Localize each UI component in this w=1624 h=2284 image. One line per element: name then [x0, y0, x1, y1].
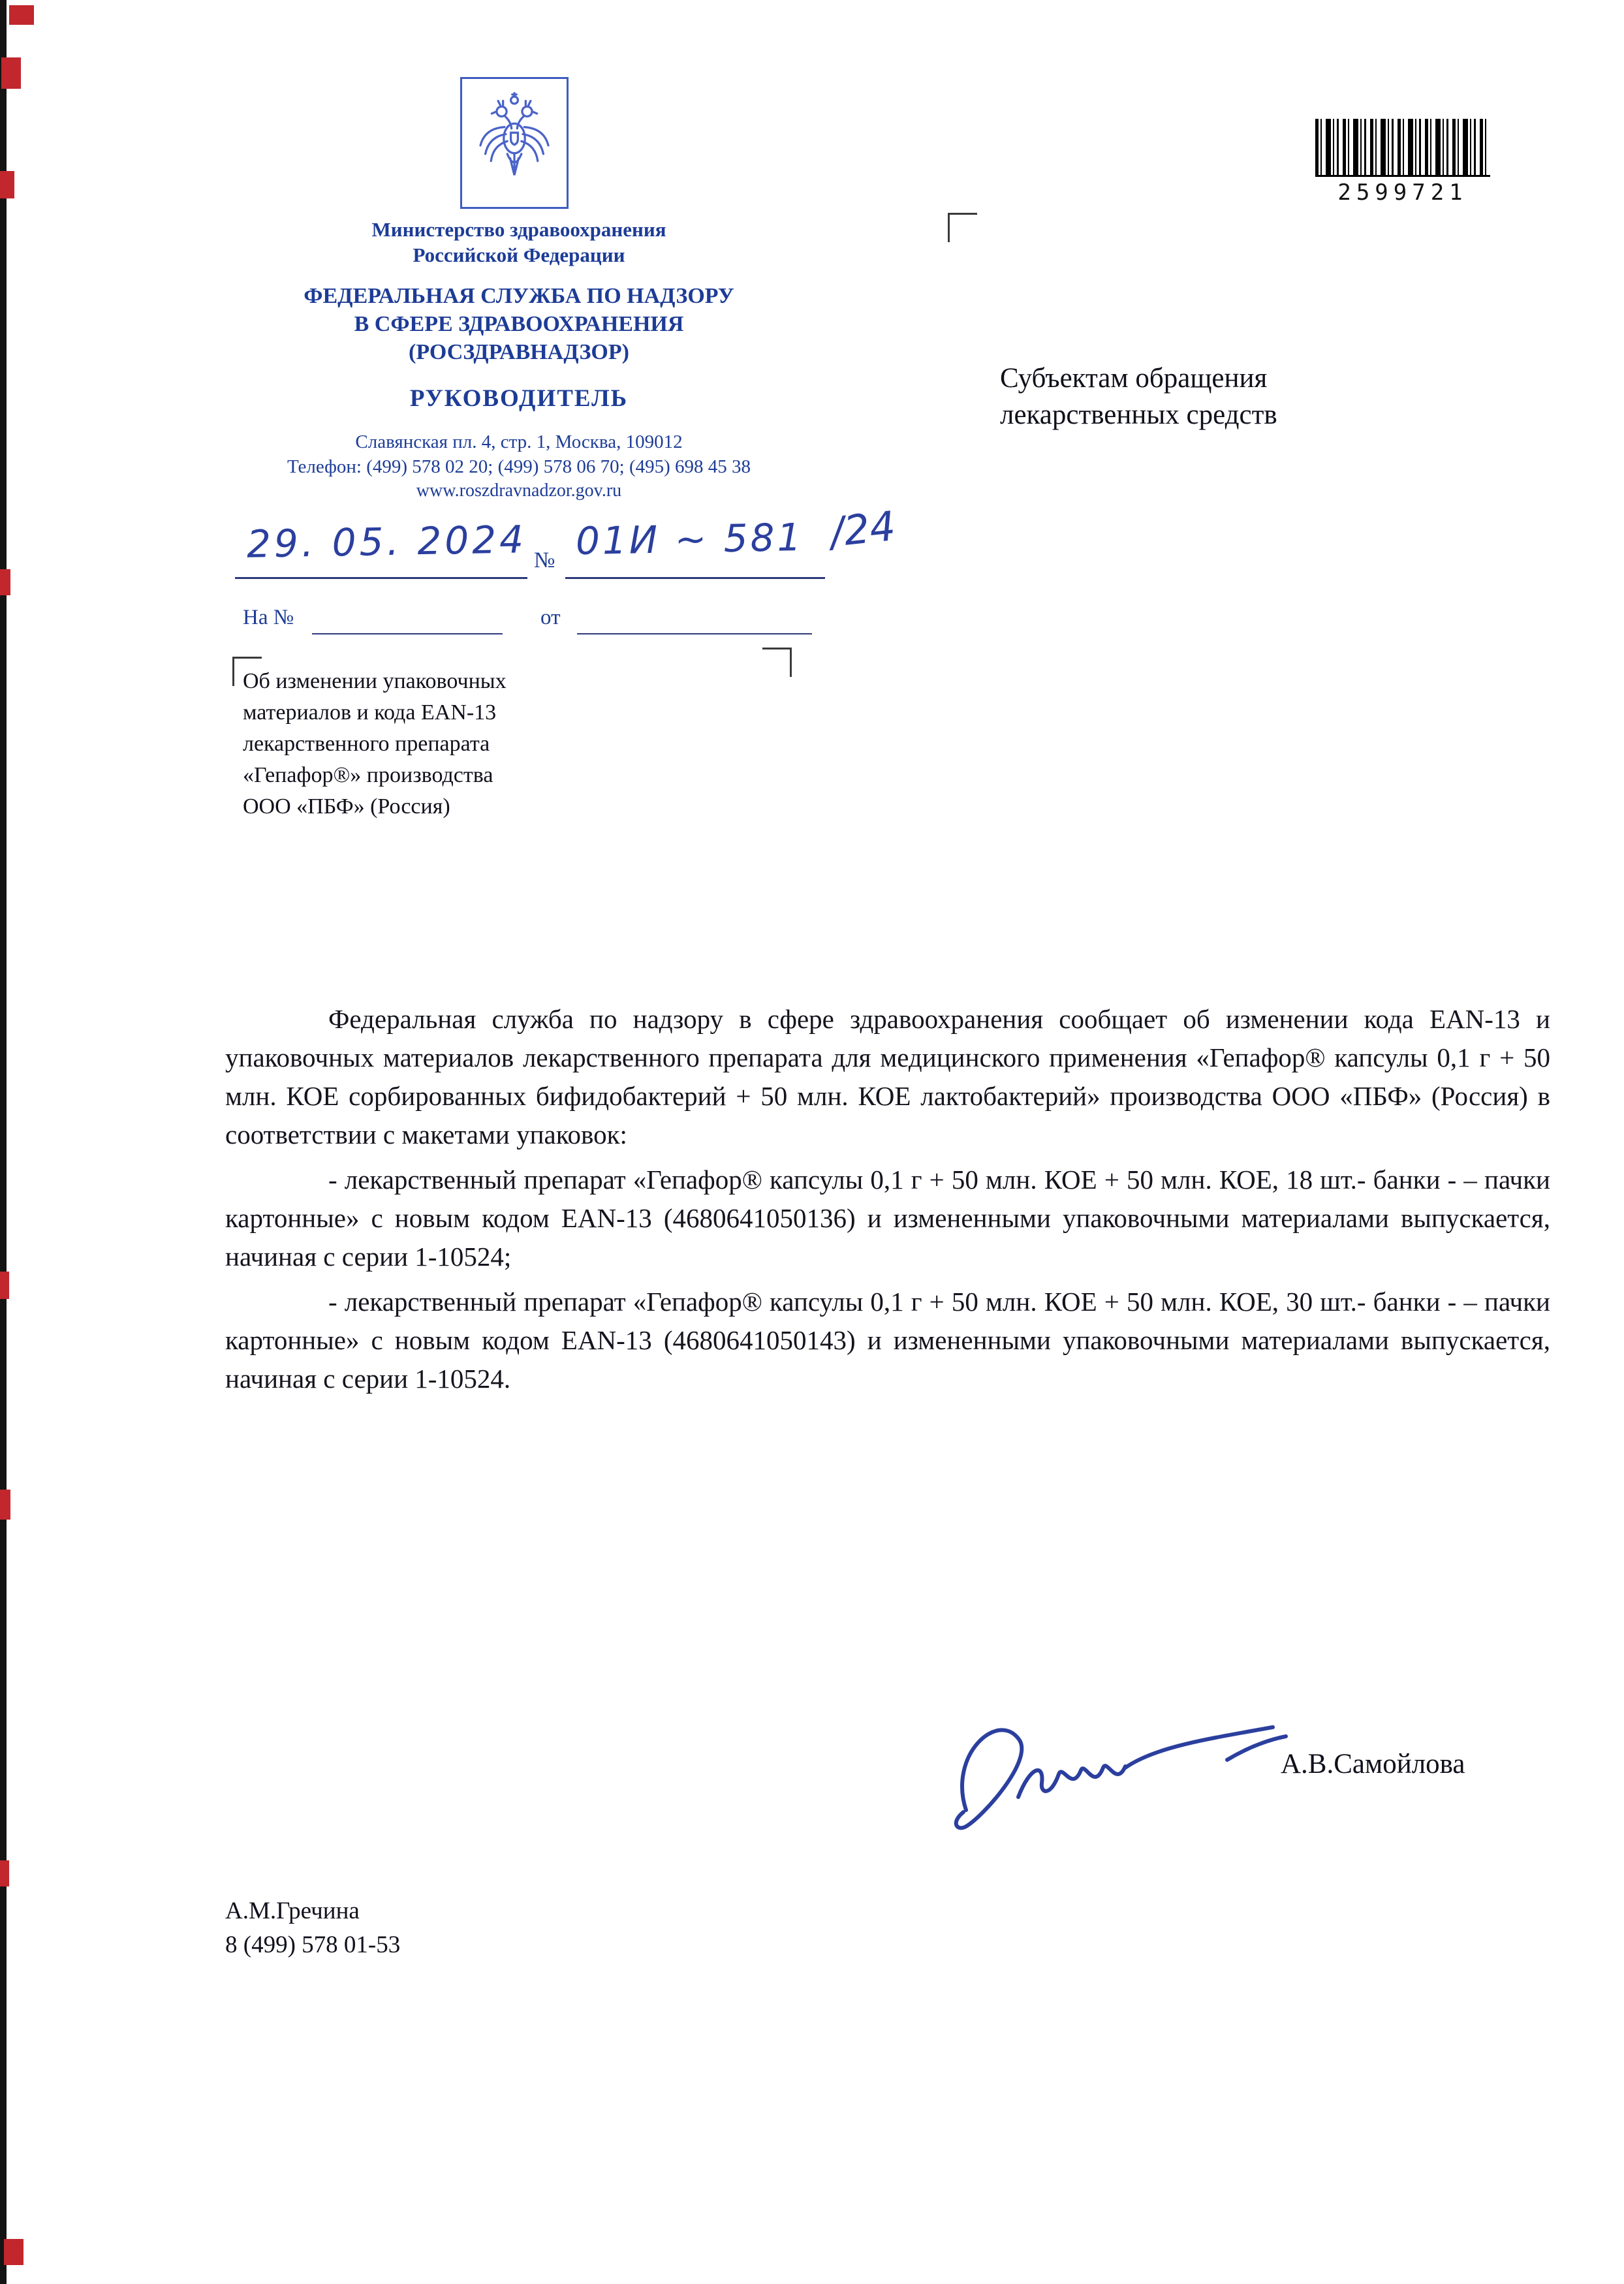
- signer-role-title: РУКОВОДИТЕЛЬ: [409, 385, 629, 412]
- outgoing-reference-line: [235, 501, 966, 594]
- service-name-line1: ФЕДЕРАЛЬНАЯ СЛУЖБА ПО НАДЗОРУ: [304, 284, 734, 308]
- reply-number-underline: [312, 633, 503, 634]
- phone-numbers: Телефон: (499) 578 02 20; (499) 578 06 70; (495) 698 45 38: [287, 456, 751, 477]
- scan-mark-red: [0, 1272, 9, 1299]
- ministry-name-line1: Министерство здравоохранения: [371, 218, 666, 241]
- recipient-block: [1000, 360, 1277, 433]
- service-name-line2: В СФЕРЕ ЗДРАВООХРАНЕНИЯ: [354, 312, 684, 336]
- number-underline: [565, 577, 825, 579]
- executor-block: [225, 1894, 400, 1962]
- executor-name: А.М.Гречина: [225, 1898, 360, 1924]
- website-url: www.roszdravnadzor.gov.ru: [416, 480, 622, 501]
- reply-number-label: На №: [243, 606, 294, 629]
- ministry-name-line2: Российской Федерации: [413, 243, 625, 266]
- scan-mark-red: [0, 1490, 10, 1520]
- subject-line2: материалов и кода EAN-13: [243, 700, 497, 725]
- scan-mark-red: [0, 569, 10, 595]
- reply-reference-line: [235, 606, 966, 645]
- number-sign: №: [534, 548, 555, 572]
- body-paragraph-1: Федеральная служба по надзору в сфере здравоохранения сообщает об изменении кода EAN-13 и упаковочных материалов лекарственного препарата для медицинского применения «Гепафор® капсулы 0,1 г + 50 млн. КОЕ сорбированных бифидобактерий + 50 млн. КОЕ лактобактерий» производства ООО «ПБФ» (Россия) в соответствии с макетами упаковок:: [225, 1004, 1550, 1150]
- scan-mark-red: [1, 57, 21, 89]
- reply-date-label: от: [540, 606, 561, 629]
- scan-mark-red: [9, 5, 34, 25]
- body-paragraph-2: - лекарственный препарат «Гепафор® капсулы 0,1 г + 50 млн. КОЕ + 50 млн. КОЕ, 18 шт.- банки - – пачки картонные» с новым кодом EAN-13 (4680641050136) и измененными упаковочными материалами выпускается, начиная с серии 1-10524;: [225, 1165, 1550, 1272]
- subject-line4: «Гепафор®» производства: [243, 763, 493, 787]
- subject-line5: ООО «ПБФ» (Россия): [243, 794, 450, 819]
- service-name: [225, 282, 813, 366]
- scan-mark-red: [0, 1860, 9, 1886]
- letterhead: [225, 217, 813, 503]
- barcode-number: 2599721: [1337, 180, 1468, 206]
- handwritten-number-suffix: /24: [828, 501, 898, 557]
- registration-barcode: [1315, 119, 1490, 206]
- barcode-bars: [1315, 119, 1490, 177]
- subject-line3: лекарственного препарата: [243, 732, 490, 756]
- scan-mark-red: [0, 171, 14, 198]
- signer-name: А.В.Самойлова: [1281, 1749, 1465, 1779]
- executor-phone: 8 (499) 578 01-53: [225, 1932, 401, 1958]
- double-headed-eagle-icon: [472, 91, 557, 195]
- recipient-line2: лекарственных средств: [1000, 399, 1277, 430]
- reply-date-underline: [577, 633, 812, 634]
- recipient-line1: Субъектам обращения: [1000, 363, 1268, 394]
- letter-body: [225, 1000, 1550, 1405]
- handwritten-date: 29. 05. 2024: [246, 517, 527, 567]
- coat-of-arms-emblem: [460, 77, 569, 209]
- service-name-line3: (РОСЗДРАВНАДЗОР): [409, 340, 629, 364]
- postal-address: Славянская пл. 4, стр. 1, Москва, 109012: [355, 431, 683, 452]
- signature-handwriting: [920, 1663, 1299, 1846]
- subject-line1: Об изменении упаковочных: [243, 669, 507, 693]
- letter-subject: [243, 666, 817, 822]
- recipient-corner-mark: [948, 213, 977, 242]
- scan-mark-red: [4, 2239, 23, 2265]
- scan-edge-strip: [0, 0, 7, 2284]
- body-paragraph-3: - лекарственный препарат «Гепафор® капсулы 0,1 г + 50 млн. КОЕ + 50 млн. КОЕ, 30 шт.- банки - – пачки картонные» с новым кодом EAN-13 (4680641050143) и измененными упаковочными материалами выпускается, начиная с серии 1-10524.: [225, 1287, 1550, 1394]
- date-underline: [235, 577, 527, 579]
- handwritten-outgoing-number: 01И ~ 581: [575, 514, 804, 564]
